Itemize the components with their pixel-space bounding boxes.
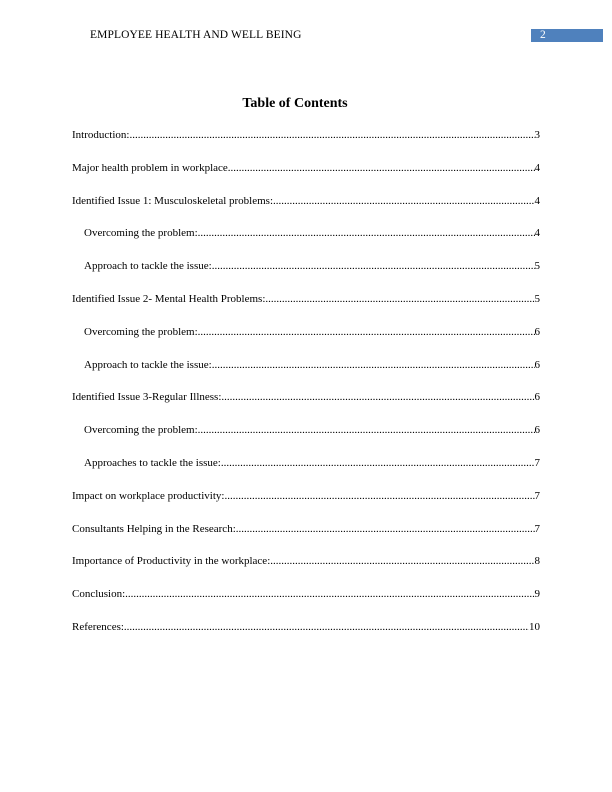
toc-entry-page-number: 6	[534, 358, 540, 371]
toc-entry-page-number: 5	[534, 293, 540, 305]
toc-entry[interactable]	[72, 292, 540, 306]
toc-entry-page-number: 8	[534, 555, 540, 568]
toc-entry[interactable]	[72, 522, 540, 536]
toc-dot-leader	[198, 325, 535, 339]
toc-dot-leader	[212, 259, 535, 273]
toc-entry-label: Overcoming the problem:	[84, 424, 198, 437]
toc-dot-leader	[221, 390, 534, 404]
toc-entry[interactable]	[72, 390, 540, 404]
toc-entry-label: Approaches to tackle the issue:	[84, 457, 221, 469]
toc-entry-label: Overcoming the problem:	[84, 325, 198, 338]
toc-entry[interactable]	[72, 587, 540, 601]
toc-entry-label: Approach to tackle the issue:	[84, 358, 212, 371]
toc-entry-page-number: 6	[534, 391, 540, 404]
toc-dot-leader	[273, 194, 534, 208]
toc-entry-page-number: 4	[534, 194, 540, 207]
toc-entry-label: Conclusion:	[72, 588, 126, 601]
toc-dot-leader	[224, 489, 534, 503]
toc-entry[interactable]	[72, 194, 540, 208]
toc-entry-label: Consultants Helping in the Research:	[72, 522, 236, 535]
toc-entry-label: Identified Issue 3-Regular Illness:	[72, 391, 222, 404]
toc-entry-label: Importance of Productivity in the workplace:	[72, 555, 271, 568]
toc-entry-page-number: 4	[534, 161, 540, 174]
toc-dot-leader	[236, 522, 535, 536]
toc-entry-page-number: 7	[534, 457, 540, 469]
toc-title: Table of Contents	[242, 96, 348, 111]
toc-entry[interactable]	[84, 226, 540, 240]
toc-entry[interactable]	[72, 128, 540, 142]
toc-dot-leader	[265, 292, 534, 306]
toc-entry[interactable]	[72, 620, 540, 634]
toc-entry[interactable]	[72, 489, 540, 503]
toc-entry[interactable]	[84, 358, 540, 372]
toc-dot-leader	[221, 456, 535, 470]
toc-entry-label: Overcoming the problem:	[84, 227, 198, 240]
toc-entry[interactable]	[84, 325, 540, 339]
toc-entry-label: References:	[72, 621, 124, 633]
toc-dot-leader	[124, 620, 529, 634]
toc-entry-page-number: 7	[534, 489, 540, 502]
toc-entry-label: Major health problem in workplace	[72, 161, 228, 174]
toc-entry-label: Introduction:	[72, 129, 130, 141]
toc-entry-label: Identified Issue 2- Mental Health Problems:	[72, 293, 266, 305]
toc-entry[interactable]	[72, 554, 540, 568]
toc-entry-page-number: 10	[529, 621, 540, 633]
toc-entry[interactable]	[84, 259, 540, 273]
toc-entry-label: Identified Issue 1: Musculoskeletal problems:	[72, 194, 274, 207]
toc-dot-leader	[270, 554, 534, 568]
toc-entry-label: Impact on workplace productivity:	[72, 489, 225, 502]
toc-dot-leader	[198, 226, 535, 240]
toc-dot-leader	[198, 423, 535, 437]
toc-entry-page-number: 4	[534, 227, 540, 240]
toc-entry[interactable]	[84, 423, 540, 437]
toc-dot-leader	[212, 358, 535, 372]
toc-entry-page-number: 5	[534, 260, 540, 273]
toc-entry-label: Approach to tackle the issue:	[84, 260, 212, 273]
toc-dot-leader	[125, 587, 534, 601]
toc-entry-page-number: 3	[534, 129, 540, 141]
toc-entry-page-number: 6	[534, 424, 540, 437]
toc-dot-leader	[129, 128, 534, 142]
header-title: EMPLOYEE HEALTH AND WELL BEING	[90, 29, 302, 41]
toc-entry-page-number: 6	[534, 325, 540, 338]
toc-dot-leader	[228, 161, 535, 175]
toc-entry[interactable]	[72, 161, 540, 175]
toc-entry-page-number: 9	[534, 588, 540, 601]
toc-entry-page-number: 7	[534, 522, 540, 535]
toc-entry[interactable]	[84, 456, 540, 470]
page-number: 2	[540, 29, 546, 41]
